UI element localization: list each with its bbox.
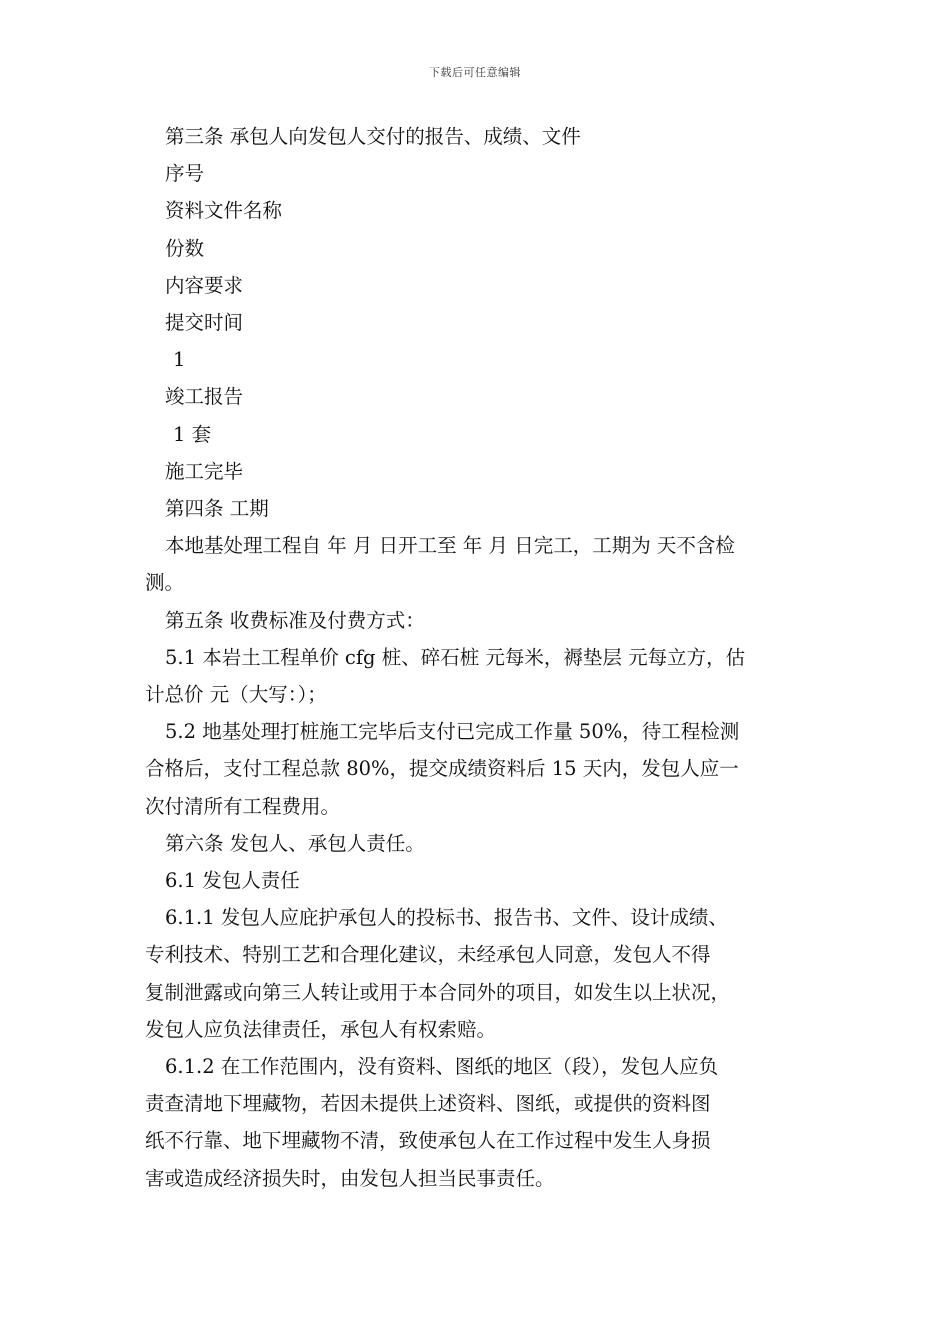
table-header-copies: 份数	[165, 236, 205, 260]
construction-period-paragraph	[145, 527, 810, 601]
article-6-heading: 第六条 发包人、承包人责任。	[165, 831, 425, 855]
table-cell-file-name: 竣工报告	[165, 385, 244, 409]
document-body	[145, 118, 810, 1197]
paragraph-line: 纸不行靠、地下埋藏物不清，致使承包人在工作过程中发生人身损	[145, 1129, 711, 1153]
paragraph-line: 本地基处理工程自 年 月 日开工至 年 月 日完工，工期为 天不含检	[165, 534, 735, 558]
clause-6-1-heading: 6.1 发包人责任	[165, 869, 300, 893]
paragraph-line: 发包人应负法律责任，承包人有权索赔。	[145, 1017, 497, 1041]
paragraph-line: 5.1 本岩土工程单价 cfg 桩、碎石桩 元每米，褥垫层 元每立方，估	[165, 645, 746, 669]
table-cell-copies: 1 套	[173, 422, 212, 446]
article-5-heading: 第五条 收费标准及付费方式：	[165, 608, 425, 632]
table-header-file-name: 资料文件名称	[165, 199, 283, 223]
clause-6-1-1-paragraph	[145, 899, 810, 1048]
table-header-content: 内容要求	[165, 273, 244, 297]
table-header-submit-time: 提交时间	[165, 311, 244, 335]
paragraph-line: 5.2 地基处理打桩施工完毕后支付已完成工作量 50%，待工程检测	[165, 720, 740, 744]
article-3-heading: 第三条 承包人向发包人交付的报告、成绩、文件	[165, 125, 581, 148]
article-4-heading: 第四条 工期	[165, 497, 269, 521]
paragraph-line: 次付清所有工程费用。	[145, 794, 341, 818]
paragraph-line: 责查清地下埋藏物，若因未提供上述资料、图纸，或提供的资料图	[145, 1092, 711, 1116]
clause-5-2-paragraph	[145, 713, 810, 825]
table-cell-number: 1	[173, 348, 186, 372]
table-cell-submit-time: 施工完毕	[165, 459, 244, 483]
paragraph-line: 计总价 元（大写：）；	[145, 683, 327, 707]
paragraph-line: 6.1.1 发包人应庇护承包人的投标书、报告书、文件、设计成绩、	[165, 906, 728, 930]
table-header-number: 序号	[165, 162, 205, 186]
page-header: 下载后可任意编辑	[429, 66, 521, 79]
paragraph-line: 合格后，支付工程总款 80%，提交成绩资料后 15 天内，发包人应一	[145, 757, 739, 781]
paragraph-line: 复制泄露或向第三人转让或用于本合同外的项目，如发生以上状况，	[145, 980, 731, 1004]
clause-6-1-2-paragraph	[145, 1048, 810, 1197]
paragraph-line: 6.1.2 在工作范围内，没有资料、图纸的地区（段），发包人应负	[165, 1055, 719, 1079]
clause-5-1-paragraph	[145, 639, 810, 713]
paragraph-line: 专利技术、特别工艺和合理化建议，未经承包人同意，发包人不得	[145, 943, 711, 967]
paragraph-line: 测。	[145, 571, 185, 595]
paragraph-line: 害或造成经济损失时，由发包人担当民事责任。	[145, 1166, 555, 1190]
